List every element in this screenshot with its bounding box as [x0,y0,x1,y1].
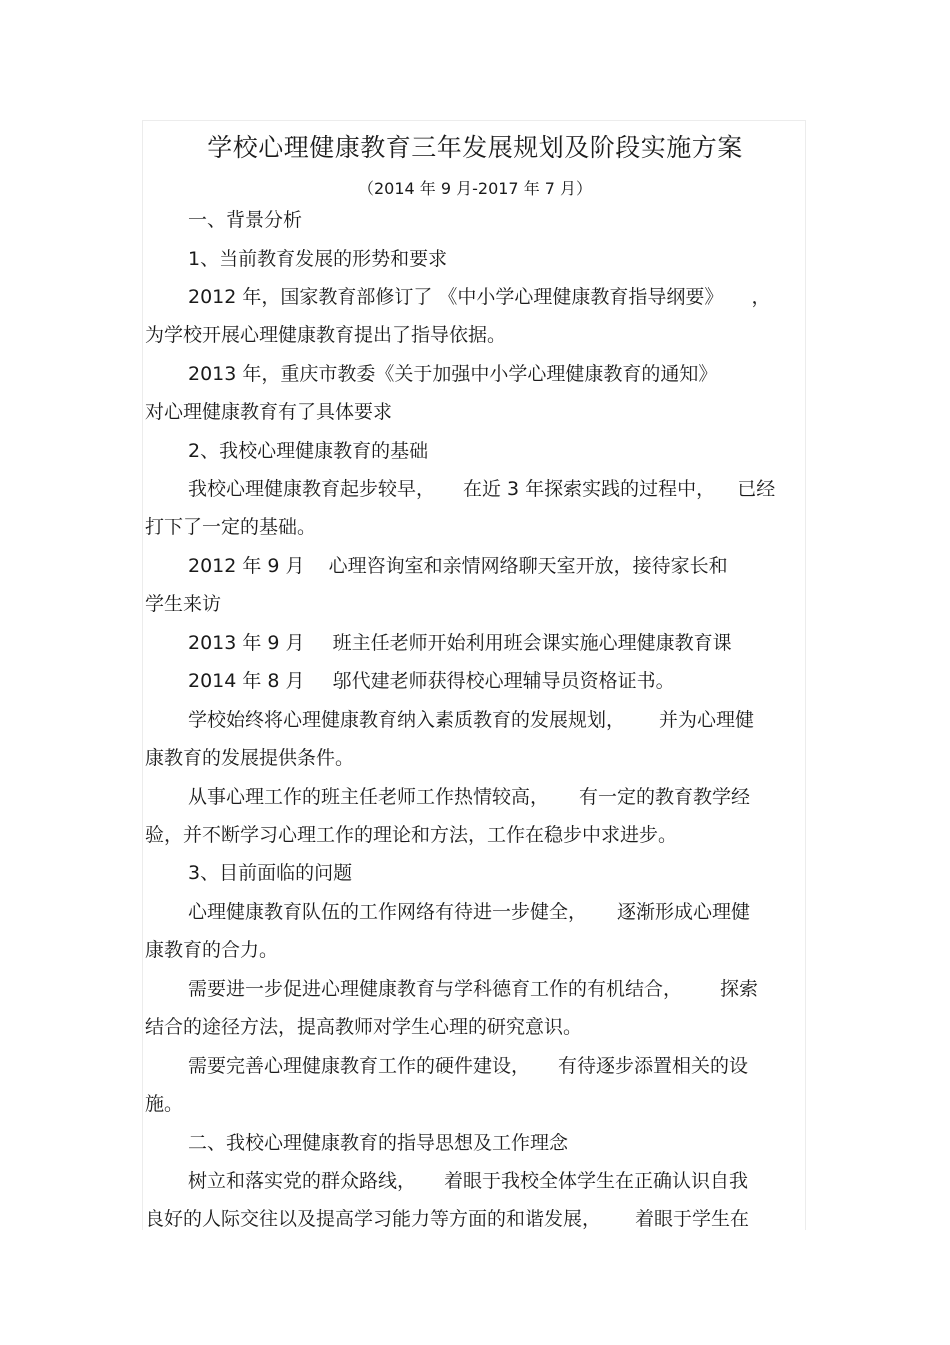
paragraph-line: 为学校开展心理健康教育提出了指导依据。 [145,324,507,346]
paragraph-text: 在近 3 年探索实践的过程中， [463,478,716,500]
timeline-date: 2014 年 8 月 [188,670,305,692]
paragraph-line [188,900,750,924]
paragraph-line [188,785,750,809]
paragraph-line [188,708,754,732]
document-date-range: （2014 年 9 月-2017 年 7 月） [357,179,593,198]
paragraph-line: 打下了一定的基础。 [145,516,317,538]
paragraph-text: 逐渐形成心理健 [617,901,751,923]
paragraph-line: 学生来访 [145,593,222,615]
paragraph-line: 对心理健康教育有了具体要求 [145,401,393,423]
paragraph-text: 有待逐步添置相关的设 [558,1055,749,1077]
paragraph-line [188,285,770,309]
section-heading-2: 二、我校心理健康教育的指导思想及工作理念 [188,1132,569,1154]
paragraph-text: 2012 年，国家教育部修订了 《中小学心理健康教育指导纲要》 [188,286,724,308]
paragraph-text: 并为心理健 [659,709,755,731]
paragraph-line: 验，并不断学习心理工作的理论和方法，工作在稳步中求进步。 [145,824,678,846]
paragraph-text: 班主任老师开始利用班会课实施心理健康教育课 [332,632,732,654]
paragraph-line: 康教育的发展提供条件。 [145,747,355,769]
paragraph-line: 结合的途径方法，提高教师对学生心理的研究意识。 [145,1016,583,1038]
paragraph-text: 邬代建老师获得校心理辅导员资格证书。 [332,670,675,692]
paragraph-text: 学校始终将心理健康教育纳入素质教育的发展规划， [188,709,626,731]
section-heading-1: 一、背景分析 [188,209,303,231]
paragraph-line [188,1054,748,1078]
paragraph-text: 有一定的教育教学经 [579,786,751,808]
paragraph-text: 探索 [720,978,759,1000]
timeline-date: 2012 年 9 月 [188,555,305,577]
paragraph-text: 需要进一步促进心理健康教育与学科德育工作的有机结合， [188,978,683,1000]
subsection-heading-1-1: 1、当前教育发展的形势和要求 [188,248,448,270]
paragraph-text: 着眼于学生在 [635,1208,750,1230]
paragraph-text: 需要完善心理健康教育工作的硬件建设， [188,1055,531,1077]
document-page [142,120,806,1230]
paragraph-text: 已经 [737,478,776,500]
paragraph-line [145,1207,749,1231]
paragraph-text: 着眼于我校全体学生在正确认识自我 [444,1170,749,1192]
paragraph-line [188,631,732,655]
paragraph-line: 2013 年，重庆市教委《关于加强中小学心理健康教育的通知》 [188,363,718,385]
paragraph-text: 心理健康教育队伍的工作网络有待进一步健全， [188,901,588,923]
document-title: 学校心理健康教育三年发展规划及阶段实施方案 [207,133,743,162]
paragraph-line: 康教育的合力。 [145,939,279,961]
paragraph-text: 树立和落实党的群众路线， [188,1170,417,1192]
paragraph-text: ， [751,286,771,308]
paragraph-line [188,477,775,501]
paragraph-line [188,1169,748,1193]
paragraph-line [188,977,758,1001]
paragraph-line [188,554,728,578]
paragraph-line [188,669,675,693]
paragraph-text: 良好的人际交往以及提高学习能力等方面的和谐发展， [145,1208,602,1230]
paragraph-text: 心理咨询室和亲情网络聊天室开放，接待家长和 [328,555,728,577]
timeline-date: 2013 年 9 月 [188,632,305,654]
paragraph-line: 施。 [145,1093,184,1115]
subsection-heading-1-2: 2、我校心理健康教育的基础 [188,440,429,462]
paragraph-text: 我校心理健康教育起步较早， [188,478,436,500]
subsection-heading-1-3: 3、目前面临的问题 [188,862,353,884]
paragraph-text: 从事心理工作的班主任老师工作热情较高， [188,786,550,808]
